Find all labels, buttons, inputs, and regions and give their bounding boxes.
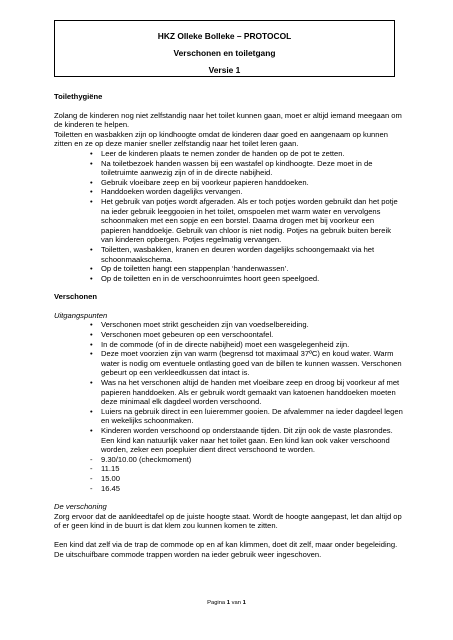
bullet-item: • Op de toiletten en in de verschoonruimtes hoort geen speelgoed. [54,274,404,284]
bullet-item: • Gebruik vloeibare zeep en bij voorkeur papieren handdoeken. [54,178,404,188]
bullet-item: • Handdoeken worden dagelijks vervangen. [54,187,404,197]
footer-mid: van [231,600,242,606]
time-value: 11.15 [101,464,120,474]
bullet-item: • Verschonen moet gebeuren op een verschoontafel. [54,330,404,340]
title-line-2: Verschonen en toiletgang [173,48,276,58]
bullet-item: • Was na het verschonen altijd de handen met vloeibare zeep en droog bij voorkeur af met papieren handdoeken. Als er gebruik wordt gemaakt van katoenen handdoeken moeten deze minimaal elk dagdeel worden verschoond. [54,378,404,407]
paragraph: Zorg ervoor dat de aankleedtafel op de juiste hoogte staat. Wordt de hoogte aangepast, let dan altijd op of er geen kind in de buurt is dat klem zou kunnen komen te zitten. [54,511,402,531]
footer-page-total: 1 [242,600,246,606]
bullet-item: • Na toiletbezoek handen wassen bij een wastafel op kindhoogte. Deze moet in de toiletruimte aanwezig zijn of in de directe nabijheid. [54,159,404,178]
bullet-item: • Kinderen worden verschoond op onderstaande tijden. Dit zijn ook de vaste plasrondes. Een kind kan natuurlijk vaker naar het toilet gaan. Een kind kan ook vaker verschoond worden, zeker een poepluier dient direct verschoond te worden. [54,426,404,455]
bullet-item: • Toiletten, wasbakken, kranen en deuren worden dagelijks schoongemaakt via het schoonmaakschema. [54,245,404,264]
bullet-item: • Deze moet voorzien zijn van warm (begrensd tot maximaal 37ºC) en koud water. Warm water is nodig om eventuele ontlasting goed van de billen te kunnen wassen. Verschonen gebeurt op een verkleedkussen dat intact is. [54,349,404,378]
page-footer [0,600,453,607]
time-value: 9.30/10.00 (checkmoment) [101,454,192,464]
bullet-list [54,320,404,454]
footer-page-number: 1 [226,600,231,606]
time-item [54,464,404,474]
time-item [54,455,404,465]
time-item [54,474,404,484]
bullet-item: • Op de toiletten hangt een stappenplan ‘handenwassen’. [54,264,404,274]
section-heading-verschonen: Verschonen [54,292,98,302]
bullet-item: • Leer de kinderen plaats te nemen zonder de handen op de pot te zetten. [54,149,404,159]
title-line-3: Versie 1 [208,65,241,75]
title-line-1: HKZ Olleke Bolleke – PROTOCOL [157,31,292,41]
bullet-item: • In de commode (of in de directe nabijheid) moet een wasgelegenheid zijn. [54,340,404,350]
subheading-de-verschoning: De verschoning [54,502,107,512]
bullet-item: • Luiers na gebruik direct in een luieremmer gooien. De afvalemmer na ieder dagdeel legen en wekelijks schoonmaken. [54,407,404,426]
paragraph: Zolang de kinderen nog niet zelfstandig naar het toilet kunnen gaan, moet er altijd iemand meegaan om de kinderen te helpen. [54,110,402,130]
bullet-list [54,149,404,283]
dash-mark: - [90,454,93,464]
time-item [54,484,404,494]
footer-prefix: Pagina [207,600,226,606]
section-heading-toilethygiene: Toilethygiëne [54,92,103,101]
dash-mark: - [90,483,93,493]
subheading-uitgangspunten: Uitgangspunten [54,310,108,320]
dash-mark: - [90,464,93,474]
time-value: 16.45 [101,483,121,493]
times-list [54,455,404,493]
document-title-box [54,20,395,77]
bullet-item: • Het gebruik van potjes wordt afgeraden. Als er toch potjes worden gebruikt dan het potje na ieder gebruik leeggooien in het toilet, omspoelen met warm water en vervolgens schoonmaken met een sopje en een borstel. Daarna drogen met bij voorkeur een papieren handdoekje. Gebruik van chloor is niet nodig. Potjes na gebruik buiten bereik van kinderen opbergen. Potjes regelmatig vervangen. [54,197,404,245]
time-value: 15.00 [101,473,121,483]
dash-mark: - [90,473,93,483]
document-body [54,92,404,559]
bullet-item: • Verschonen moet strikt gescheiden zijn van voedselbereiding. [54,320,404,330]
paragraph: Toiletten en wasbakken zijn op kindhoogte omdat de kinderen daar goed en aangenaam op kunnen zitten en ze op deze manier sneller zelfstandig naar het toilet leren gaan. [54,129,388,149]
paragraph: Een kind dat zelf via de trap de commode op en af kan klimmen, doet dit zelf, maar onder begeleiding. De uitschuifbare commode trappen worden na ieder gebruik weer ingeschoven. [54,539,398,559]
